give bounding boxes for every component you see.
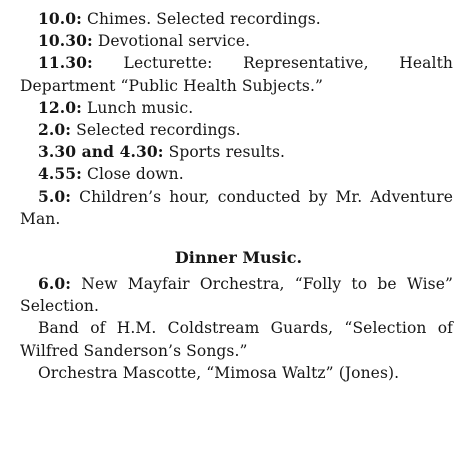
- entry-text: Lecturette: Representative, Health Department “Public Health Subjects.”: [20, 54, 453, 95]
- entry-text: Devotional service.: [92, 32, 251, 51]
- program-entry: [20, 119, 453, 141]
- entry-text: Selected recordings.: [71, 121, 241, 140]
- entry-time: 2.0:: [38, 120, 72, 140]
- entry-time: 3.30 and 4.30:: [38, 142, 164, 162]
- program-entry: [20, 141, 453, 163]
- entry-text: Sports results.: [163, 143, 286, 162]
- entry-text: Lunch music.: [81, 98, 194, 117]
- entry-time: 10.0:: [38, 9, 82, 28]
- entry-time: 4.55:: [38, 164, 82, 184]
- entry-text: Orchestra Mascotte, “Mimosa Waltz” (Jones).: [38, 363, 400, 382]
- entry-time: 6.0:: [38, 274, 72, 294]
- program-entry: [20, 163, 453, 185]
- entry-text: Children’s hour, conducted by Mr. Adventure Man.: [20, 187, 453, 228]
- entry-text: New Mayfair Orchestra, “Folly to be Wise” Selection.: [20, 275, 453, 316]
- program-entry: [20, 273, 453, 317]
- section-heading: Dinner Music.: [174, 248, 303, 268]
- entry-time: 5.0:: [38, 186, 72, 206]
- program-entry: [20, 8, 453, 30]
- entry-time: 12.0:: [38, 97, 82, 117]
- program-entry: [20, 362, 453, 384]
- program-entry: [20, 317, 453, 361]
- entry-text: Close down.: [81, 165, 184, 184]
- program-entry: [20, 52, 453, 96]
- program-entry: [20, 30, 453, 52]
- program-entry: [20, 97, 453, 119]
- entry-text: Chimes. Selected recordings.: [81, 10, 321, 28]
- entry-time: 11.30:: [38, 53, 93, 73]
- entry-text: Band of H.M. Coldstream Guards, “Selection of Wilfred Sanderson’s Songs.”: [20, 319, 453, 360]
- program-entry: [20, 186, 453, 230]
- entry-time: 10.30:: [38, 31, 93, 51]
